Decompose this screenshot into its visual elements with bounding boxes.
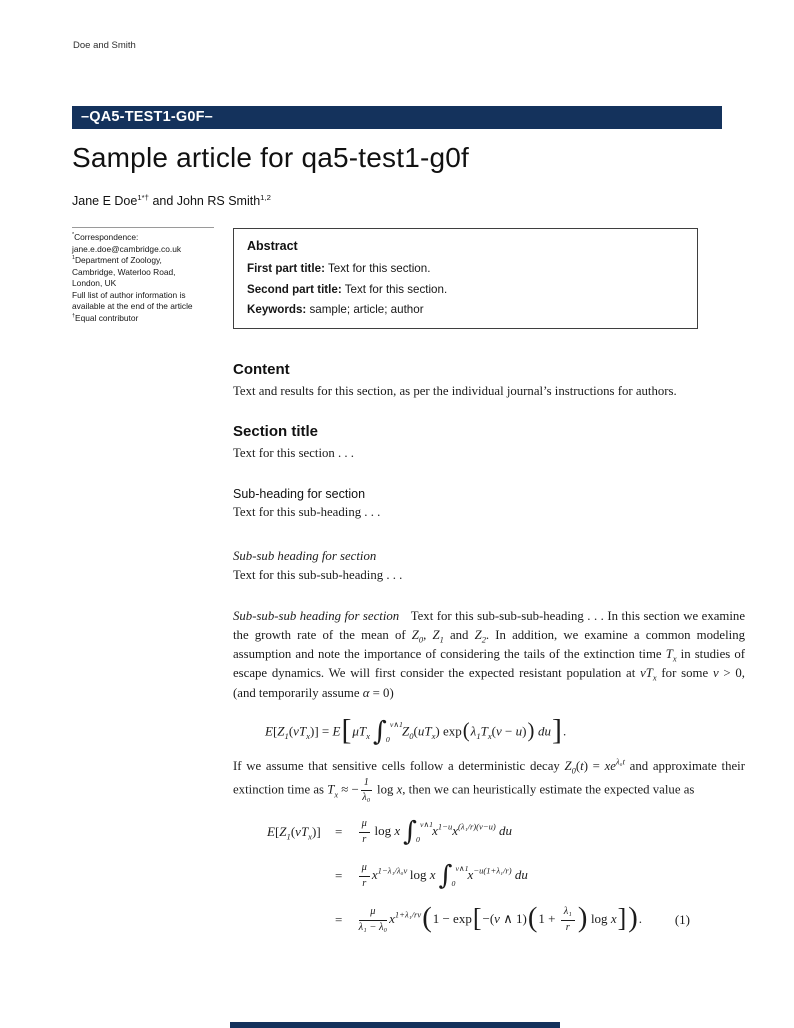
author-affiliation-marker: 1,2	[260, 192, 271, 202]
article-title: Sample article for qa5-test1-g0f	[72, 142, 470, 173]
sidebar-note-line	[72, 301, 222, 313]
abstract-row-label: Keywords:	[247, 303, 307, 316]
sidebar-note-text: Equal contributor	[74, 312, 139, 323]
equation-lhs	[267, 868, 321, 884]
abstract-row	[247, 262, 684, 275]
content-body: Text and results for this section, as per the individual journal’s instructions for authors.	[233, 384, 677, 398]
equation-lhs: $E[Z_1(vT_x)]$	[267, 824, 321, 842]
running-head: Doe and Smith	[73, 40, 136, 51]
abstract-row-label: First part title:	[247, 262, 325, 275]
display-equation: $E[Z_1(vT_x)] = E[\mu T_x$ ∫ v∧1 0 $Z_0(uT_x) \exp(\lambda_1T_x(v - u))$ du].	[265, 713, 567, 747]
subsubheading: Sub-sub heading for section	[233, 548, 377, 563]
sidebar-note-line	[72, 244, 222, 256]
equals-sign: =	[334, 824, 343, 840]
equation-lhs	[267, 912, 321, 928]
sidebar-note-text: London, UK	[72, 278, 117, 288]
subheading-body: Text for this sub-heading . . .	[233, 505, 381, 520]
main-column	[233, 361, 745, 942]
article-type-banner	[72, 106, 722, 129]
correspondence-block	[72, 232, 222, 324]
abstract-row-label: Second part title:	[247, 282, 342, 296]
sidebar-note-text: Cambridge, Waterloo Road,	[72, 266, 176, 277]
author-name: John RS Smith	[176, 194, 261, 208]
equation-array	[267, 810, 745, 942]
authors-separator: and	[148, 194, 177, 208]
sidebar-note-line	[72, 255, 222, 267]
footnote-marker: 1	[72, 255, 75, 262]
equation-rhs: $\frac{\mu}{r}$ $x^{1-\lambda_1/\lambda_0v}$ log x ∫ v∧1 0 $x^{-u(1+\lambda_1/r)}$ du	[357, 854, 745, 898]
authors-line	[72, 194, 271, 208]
abstract-row	[247, 303, 684, 316]
sidebar-note-text: Correspondence:	[74, 232, 139, 242]
author-name: Jane E Doe	[72, 194, 138, 208]
sidebar-note-line	[72, 290, 222, 302]
footnote-marker: *	[72, 232, 75, 239]
paragraph-subsubsub: Sub-sub-sub heading for section Text for this sub-sub-sub-heading . . . In this section we examine the growth rate of the mean of $Z_0$, $Z_1$ and $Z_2$. In addition, we examine a common modeling assumption and note the importance of considering the tails of the extinction time $T_x$ in studies of escape dynamics. We will first consider the expected resistant population at $vT_x$ for some v > 0, (and temporarily assume α = 0)	[233, 608, 746, 700]
subheading: Sub-heading for section	[233, 487, 366, 502]
equals-sign: =	[334, 912, 343, 928]
abstract-heading: Abstract	[247, 239, 298, 253]
footnote-marker: †	[72, 312, 75, 319]
sidebar-note-line	[72, 267, 222, 279]
sidebar-note-text: available at the end of the article	[72, 301, 193, 311]
section-body: Text for this section . . .	[233, 446, 355, 461]
sidebar-note-line	[72, 232, 222, 244]
next-page-banner-edge	[230, 1022, 560, 1028]
section-heading: Section title	[233, 423, 319, 441]
sidebar-note-line	[72, 313, 222, 325]
abstract-row	[247, 283, 684, 296]
abstract-row-text: Text for this section.	[324, 262, 431, 275]
banner-label: –QA5-TEST1-G0F–	[81, 109, 213, 125]
sidebar-note-text: jane.e.doe@cambridge.co.uk	[72, 243, 182, 254]
equation-rhs: (1) $\frac{\mu}{\text{λ₁ − λ₀}}$ $x^{1+\lambda_1/rv}(1 - \exp[-(v$ ∧ 1)(1 + $\frac{\text{λ₁}}{r}$ ) log x]).	[358, 902, 690, 934]
equation-number: (1)	[674, 912, 690, 928]
author-affiliation-marker: 1*†	[137, 192, 149, 202]
content-heading: Content	[233, 361, 290, 378]
abstract-row-text: Text for this section.	[341, 282, 448, 296]
abstract-row-text: sample; article; author	[306, 303, 424, 316]
sidebar-note-text: Department of Zoology,	[74, 255, 162, 265]
sidebar-note-text: Full list of author information is	[72, 289, 186, 300]
equals-sign: =	[334, 868, 343, 884]
sidebar-divider	[72, 227, 214, 228]
sidebar-note-line	[72, 278, 222, 290]
paragraph-estimate: If we assume that sensitive cells follow a deterministic decay $Z_0(t) = xe^{\lambda_0t}$ and approximate their extinction time as $T_x$ ≈ − $\frac{1}{\text{λ₀}}$ log x, then we can heuristically estimate the expected value as	[233, 757, 745, 803]
abstract-box	[233, 228, 698, 329]
subsubheading-body: Text for this sub-sub-heading . . .	[233, 567, 403, 582]
equation-rhs: $\frac{\mu}{r}$ log x ∫ v∧1 0 $x^{1-u}x^{(\lambda_1/r)(v-u)}$ du	[357, 810, 745, 854]
